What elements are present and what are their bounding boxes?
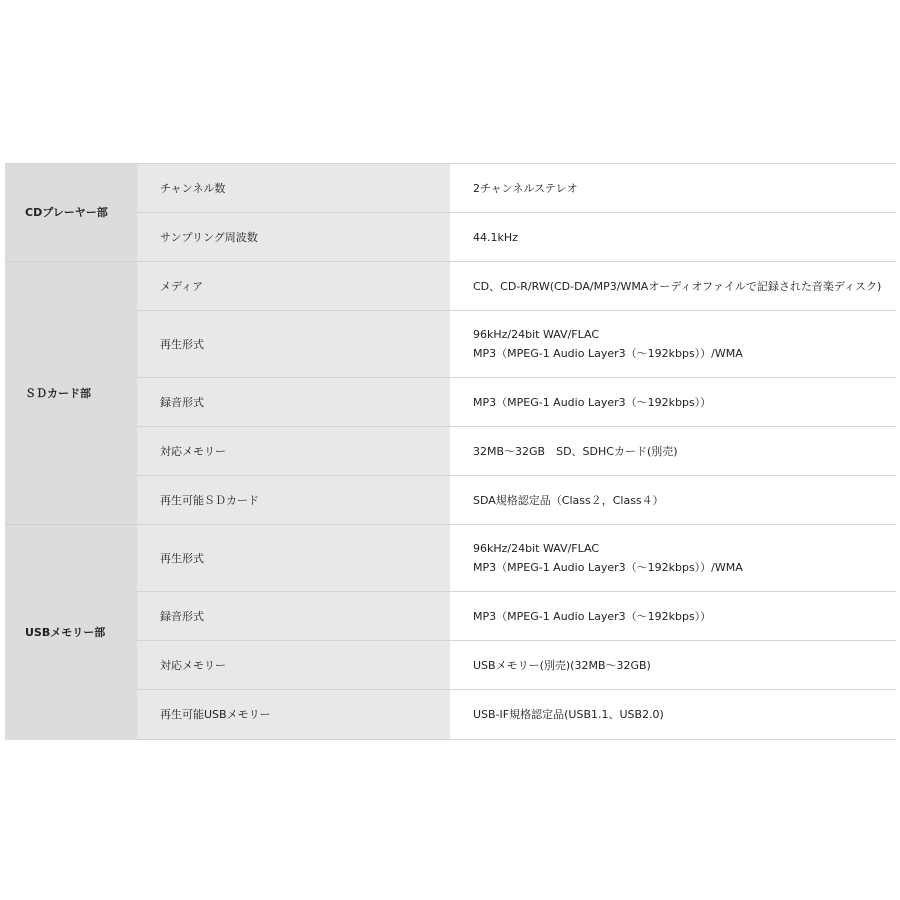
spec-value-line: 2チャンネルステレオ bbox=[473, 181, 578, 195]
spec-value-line: USB-IF規格認定品(USB1.1、USB2.0) bbox=[473, 708, 664, 721]
spec-value bbox=[450, 213, 896, 262]
spec-table-body bbox=[5, 164, 896, 740]
table-row bbox=[5, 427, 896, 476]
table-row bbox=[5, 262, 896, 311]
spec-value bbox=[450, 427, 896, 476]
spec-item-label: サンプリング周波数 bbox=[137, 213, 450, 262]
spec-value-line: 96kHz/24bit WAV/FLAC bbox=[473, 328, 600, 341]
spec-item-label: 再生形式 bbox=[137, 311, 450, 378]
spec-value bbox=[450, 262, 896, 311]
table-row bbox=[5, 164, 896, 213]
table-row bbox=[5, 476, 896, 525]
table-row bbox=[5, 213, 896, 262]
spec-value bbox=[450, 311, 896, 378]
table-row bbox=[5, 311, 896, 378]
group-label-cd-player: CDプレーヤー部 bbox=[5, 164, 137, 262]
spec-value-line: 32MB～32GB SD、SDHCカード(別売) bbox=[473, 444, 678, 458]
spec-value-line: 96kHz/24bit WAV/FLAC bbox=[473, 542, 600, 555]
table-row bbox=[5, 592, 896, 641]
spec-value bbox=[450, 592, 896, 641]
spec-item-label: 対応メモリー bbox=[137, 427, 450, 476]
spec-value bbox=[450, 641, 896, 690]
group-label-sd-card: ＳＤカード部 bbox=[5, 262, 137, 525]
spec-value-line: CD、CD-R/RW(CD-DA/MP3/WMAオーディオファイルで記録された音楽ディスク) bbox=[473, 279, 882, 293]
spec-item-label: チャンネル数 bbox=[137, 164, 450, 213]
spec-value-line: MP3（MPEG-1 Audio Layer3（～192kbps）） bbox=[473, 395, 712, 409]
spec-value-line: USBメモリー(別売)(32MB～32GB) bbox=[473, 658, 651, 672]
table-row bbox=[5, 378, 896, 427]
table-row bbox=[5, 690, 896, 740]
spec-value-line: MP3（MPEG-1 Audio Layer3（～192kbps））/WMA bbox=[473, 561, 743, 574]
spec-item-label: メディア bbox=[137, 262, 450, 311]
spec-value bbox=[450, 525, 896, 592]
spec-item-label: 録音形式 bbox=[137, 592, 450, 641]
spec-item-label: 録音形式 bbox=[137, 378, 450, 427]
spec-item-label: 対応メモリー bbox=[137, 641, 450, 690]
spec-value-line: SDA規格認定品（Class２，Class４） bbox=[473, 493, 664, 507]
group-label-usb-memory: USBメモリー部 bbox=[5, 525, 137, 740]
table-row bbox=[5, 525, 896, 592]
spec-item-label: 再生可能USBメモリー bbox=[137, 690, 450, 740]
spec-value-line: MP3（MPEG-1 Audio Layer3（～192kbps））/WMA bbox=[473, 347, 743, 360]
table-row bbox=[5, 641, 896, 690]
spec-table bbox=[5, 163, 896, 740]
spec-value-line: 44.1kHz bbox=[473, 230, 518, 244]
spec-value-line: MP3（MPEG-1 Audio Layer3（～192kbps）） bbox=[473, 609, 712, 623]
spec-value bbox=[450, 164, 896, 213]
spec-item-label: 再生形式 bbox=[137, 525, 450, 592]
spec-item-label: 再生可能ＳＤカード bbox=[137, 476, 450, 525]
spec-value bbox=[450, 690, 896, 740]
spec-value bbox=[450, 476, 896, 525]
spec-value bbox=[450, 378, 896, 427]
